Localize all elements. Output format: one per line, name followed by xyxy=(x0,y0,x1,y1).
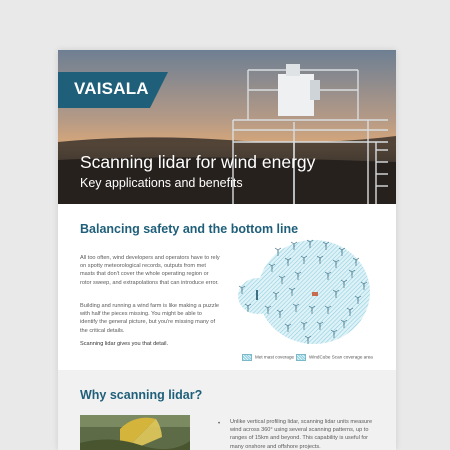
paragraph: All too often, wind developers and operators have to rely on spotty meteorological records, outputs from met masts that don't cover the whole operating region or rotor sweep, and extrapolations that can introduce error. xyxy=(80,255,220,286)
coverage-diagram xyxy=(228,232,378,348)
lidar-unit-icon xyxy=(278,74,314,116)
lidar-unit-icon xyxy=(312,292,318,296)
bullet-icon: • xyxy=(218,421,221,427)
section-heading: Why scanning lidar? xyxy=(80,388,203,402)
hatched-swatch-icon xyxy=(242,354,252,361)
bullet-text: Unlike vertical profiling lidar, scanning lidar units measure wind across 360° using several scanning patterns, up to ranges of 15km and beyond. This capability is useful for many onshore and offshore projects. xyxy=(230,419,373,450)
emphasis-text: Scanning lidar gives you that detail. xyxy=(80,341,169,347)
page-title: Scanning lidar for wind energy xyxy=(80,152,316,172)
document-page xyxy=(58,50,396,450)
legend-item: WindCube Scan coverage area xyxy=(296,354,373,361)
legend-item: Met mast coverage xyxy=(242,354,294,361)
section-heading: Balancing safety and the bottom line xyxy=(80,222,299,236)
met-mast-icon xyxy=(256,290,258,300)
section-balancing xyxy=(58,204,396,370)
brand-logo[interactable]: VAISALA xyxy=(74,79,149,98)
section-why-scanning-lidar xyxy=(58,370,396,450)
scan-map-image xyxy=(80,415,190,450)
paragraph: Building and running a wind farm is like making a puzzle with half the pieces missing. You might be able to identify the general picture, but you're missing many of the critical details. xyxy=(80,303,219,334)
hero-banner xyxy=(58,50,396,204)
page-subtitle: Key applications and benefits xyxy=(80,176,243,190)
hatched-swatch-icon xyxy=(296,354,306,361)
